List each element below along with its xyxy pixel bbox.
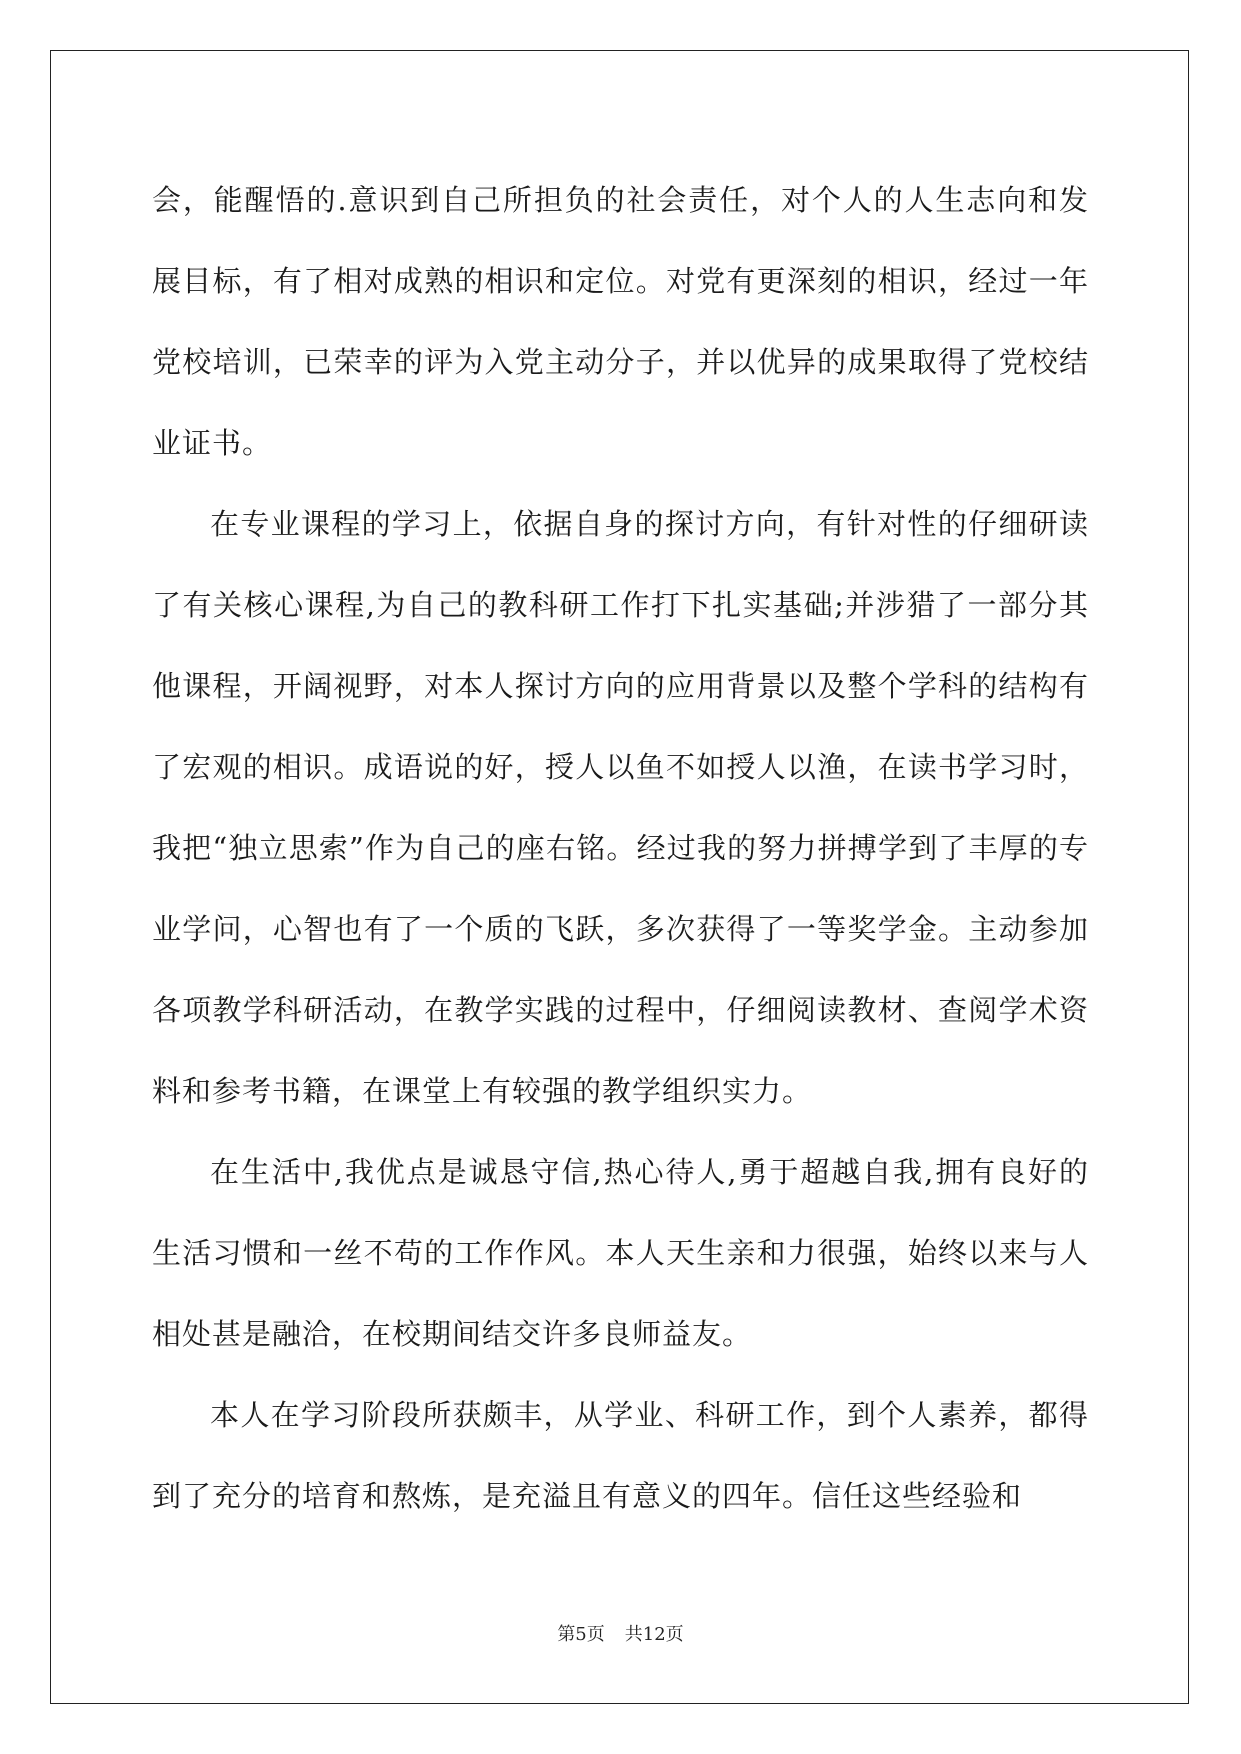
page-footer: [0, 1623, 1241, 1647]
paragraph-2: 在专业课程的学习上，依据自身的探讨方向，有针对性的仔细研读了有关核心课程,为自己的教科研工作打下扎实基础;并涉猎了一部分其他课程，开阔视野，对本人探讨方向的应用背景以及整个学科的结构有了宏观的相识。成语说的好，授人以鱼不如授人以渔，在读书学习时，我把“独立思索”作为自己的座右铭。经过我的努力拼搏学到了丰厚的专业学问，心智也有了一个质的飞跃，多次获得了一等奖学金。主动参加各项教学科研活动，在教学实践的过程中，仔细阅读教材、查阅学术资料和参考书籍，在课堂上有较强的教学组织实力。: [152, 507, 1089, 1108]
paragraph-3: 在生活中,我优点是诚恳守信,热心待人,勇于超越自我,拥有良好的生活习惯和一丝不苟的工作作风。本人天生亲和力很强，始终以来与人相处甚是融洽，在校期间结交许多良师益友。: [152, 1155, 1089, 1351]
page-number: 第5页: [557, 1624, 605, 1645]
document-body: [152, 160, 1089, 1537]
total-pages: 共12页: [624, 1624, 684, 1645]
paragraph-4: 本人在学习阶段所获颇丰，从学业、科研工作，到个人素养，都得到了充分的培育和熬炼，是充溢且有意义的四年。信任这些经验和: [152, 1398, 1089, 1513]
paragraph-1: 会，能醒悟的.意识到自己所担负的社会责任，对个人的人生志向和发展目标，有了相对成熟的相识和定位。对党有更深刻的相识，经过一年党校培训，已荣幸的评为入党主动分子，并以优异的成果取得了党校结业证书。: [152, 183, 1089, 460]
